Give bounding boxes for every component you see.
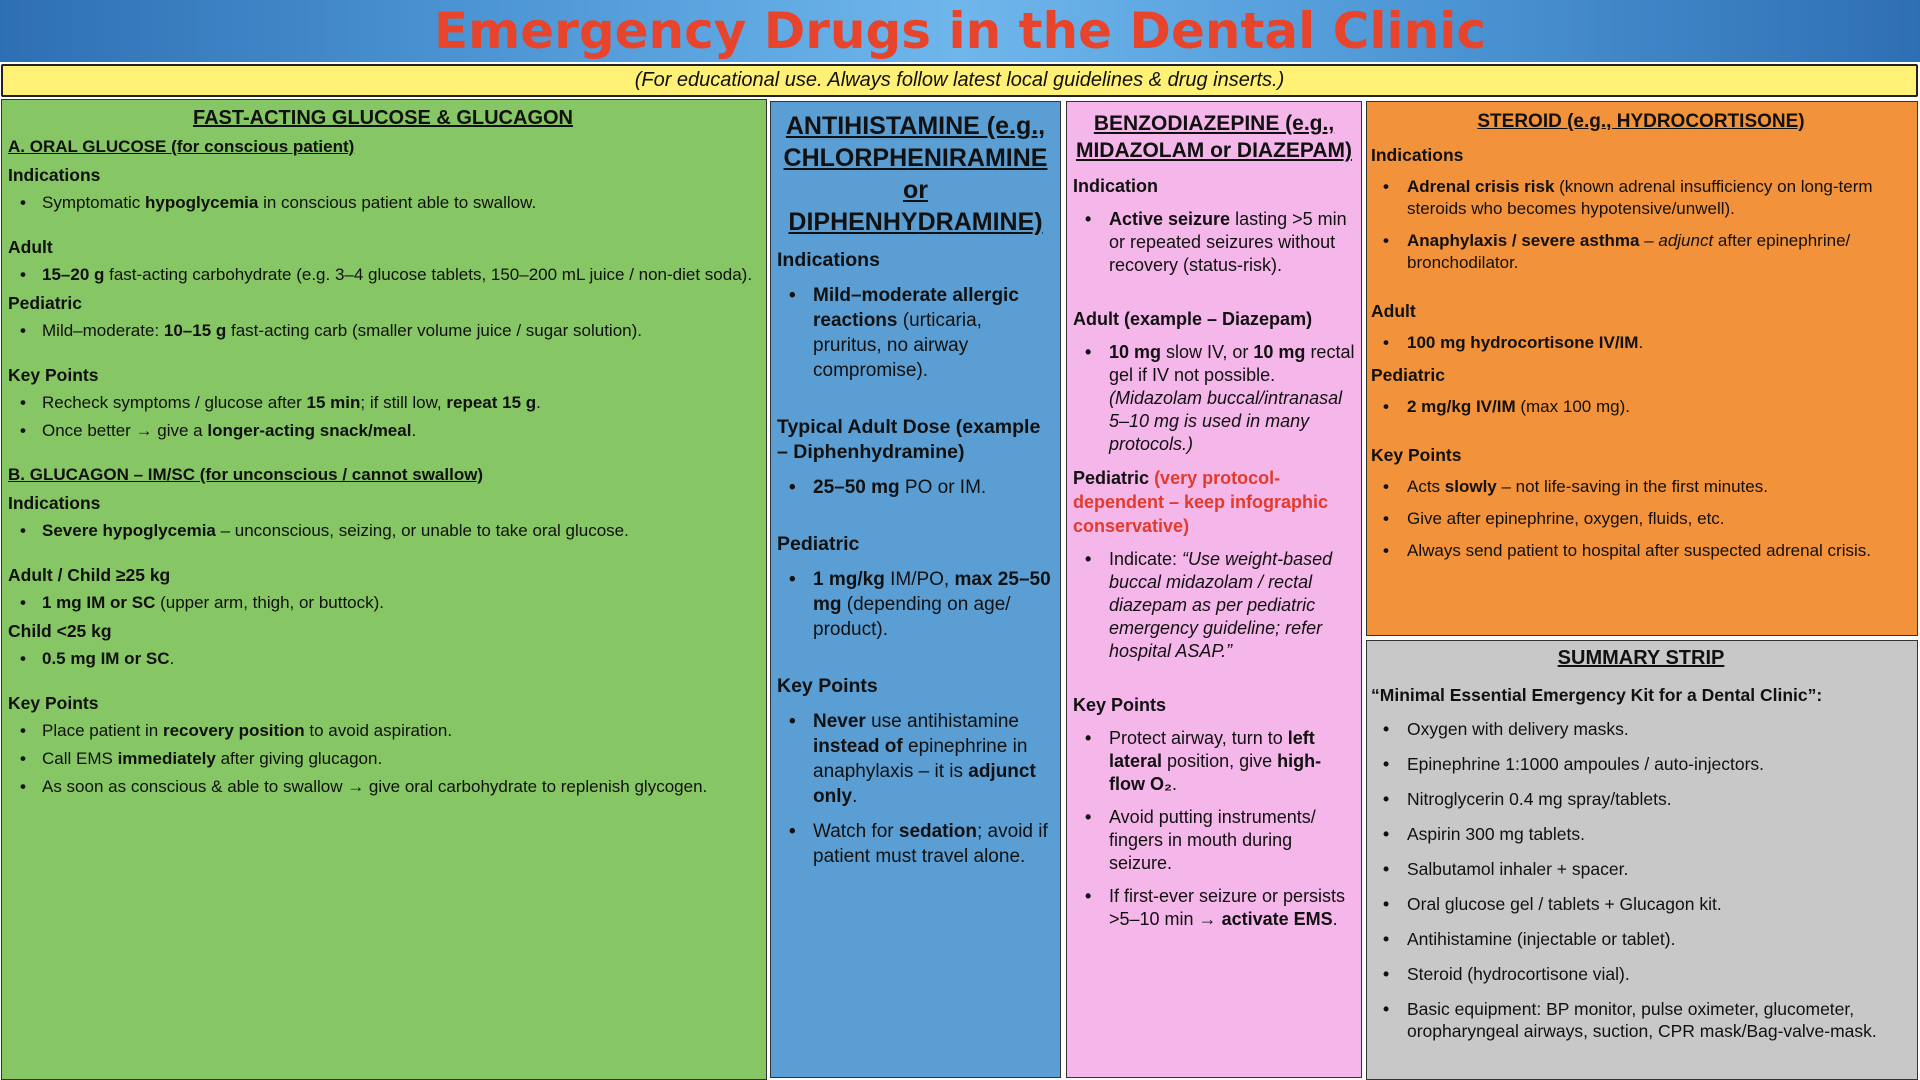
list-item: • Mild–moderate allergic reactions (urticaria, pruritus, no airway compromise). xyxy=(777,283,1054,383)
list-item: • Mild–moderate: 10–15 g fast-acting carb (smaller volume juice / sugar solution). xyxy=(8,320,758,342)
list-item: • Call EMS immediately after giving glucagon. xyxy=(8,748,758,770)
steroid-pediatric-list xyxy=(1371,396,1911,418)
antihistamine-dose-list xyxy=(777,475,1054,500)
list-item: • 1 mg IM or SC (upper arm, thigh, or buttock). xyxy=(8,592,758,614)
list-item: • 25–50 mg PO or IM. xyxy=(777,475,1054,500)
benzo-adult-heading: Adult (example – Diazepam) xyxy=(1073,309,1313,329)
glucagon-adult-heading: Adult / Child ≥25 kg xyxy=(8,565,171,585)
glucagon-child-list xyxy=(8,648,758,670)
steroid-panel xyxy=(1366,101,1918,636)
oral-pediatric-list xyxy=(8,320,758,342)
list-item: • Anaphylaxis / severe asthma – adjunct after epinephrine/ bronchodilator. xyxy=(1371,230,1911,274)
list-item: • Acts slowly – not life-saving in the first minutes. xyxy=(1371,476,1911,498)
benzodiazepine-panel xyxy=(1066,101,1362,1078)
steroid-keypoints-list xyxy=(1371,476,1911,562)
antihistamine-pediatric-list xyxy=(777,567,1054,642)
antihistamine-panel xyxy=(770,101,1061,1078)
antihistamine-indications-heading: Indications xyxy=(777,249,880,271)
list-item: • Antihistamine (injectable or tablet). xyxy=(1371,928,1911,950)
list-item: • Salbutamol inhaler + spacer. xyxy=(1371,858,1911,880)
oral-adult-heading: Adult xyxy=(8,237,53,257)
list-item: • Always send patient to hospital after suspected adrenal crisis. xyxy=(1371,540,1911,562)
list-item: • Once better → give a longer-acting snack/meal. xyxy=(8,420,758,442)
summary-lead: “Minimal Essential Emergency Kit for a Dental Clinic”: xyxy=(1371,685,1823,705)
list-item: • Basic equipment: BP monitor, pulse oximeter, glucometer, oropharyngeal airways, suction, CPR mask/Bag-valve-mask. xyxy=(1371,998,1911,1042)
list-item: • Aspirin 300 mg tablets. xyxy=(1371,823,1911,845)
glucose-panel-title: FAST-ACTING GLUCOSE & GLUCAGON xyxy=(193,107,573,129)
oral-indications-heading: Indications xyxy=(8,165,101,185)
oral-glucose-subtitle: A. ORAL GLUCOSE (for conscious patient) xyxy=(8,137,355,156)
list-item: • Watch for sedation; avoid if patient must travel alone. xyxy=(777,819,1054,869)
antihistamine-keypoints-heading: Key Points xyxy=(777,675,878,697)
glucagon-subtitle: B. GLUCAGON – IM/SC (for unconscious / cannot swallow) xyxy=(8,465,484,484)
oral-keypoints-list xyxy=(8,392,758,442)
list-item: • Active seizure lasting >5 min or repeated seizures without recovery (status-risk). xyxy=(1073,208,1355,277)
disclaimer-text: (For educational use. Always follow latest local guidelines & drug inserts.) xyxy=(634,69,1285,91)
glucagon-indications-list xyxy=(8,520,758,542)
steroid-pediatric-heading: Pediatric xyxy=(1371,365,1445,385)
benzo-pediatric-warning: (very protocol-dependent – keep infographic conservative) xyxy=(1073,468,1329,536)
title-banner xyxy=(0,0,1920,62)
glucagon-keypoints-heading: Key Points xyxy=(8,693,99,713)
list-item: • Steroid (hydrocortisone vial). xyxy=(1371,963,1911,985)
steroid-keypoints-heading: Key Points xyxy=(1371,445,1462,465)
summary-panel-title: SUMMARY STRIP xyxy=(1557,647,1725,669)
benzodiazepine-panel-title: BENZODIAZEPINE (e.g., MIDAZOLAM or DIAZEPAM) xyxy=(1075,112,1353,162)
disclaimer-bar xyxy=(1,64,1918,97)
glucagon-keypoints-list xyxy=(8,720,758,798)
antihistamine-indications-list xyxy=(777,283,1054,383)
list-item: • 100 mg hydrocortisone IV/IM. xyxy=(1371,332,1911,354)
steroid-panel-title: STEROID (e.g., HYDROCORTISONE) xyxy=(1477,111,1805,132)
steroid-indications-heading: Indications xyxy=(1371,145,1464,165)
page-title: Emergency Drugs in the Dental Clinic xyxy=(434,2,1486,60)
list-item: • Give after epinephrine, oxygen, fluids, etc. xyxy=(1371,508,1911,530)
benzo-keypoints-list xyxy=(1073,727,1355,931)
list-item: • Recheck symptoms / glucose after 15 min; if still low, repeat 15 g. xyxy=(8,392,758,414)
glucagon-adult-list xyxy=(8,592,758,614)
list-item: • 10 mg slow IV, or 10 mg rectal gel if IV not possible. (Midazolam buccal/intranasal 5–10 mg is used in many protocols.) xyxy=(1073,341,1355,456)
list-item: • Place patient in recovery position to avoid aspiration. xyxy=(8,720,758,742)
oral-pediatric-heading: Pediatric xyxy=(8,293,82,313)
oral-keypoints-heading: Key Points xyxy=(8,365,99,385)
glucagon-child-heading: Child <25 kg xyxy=(8,621,112,641)
antihistamine-pediatric-heading: Pediatric xyxy=(777,533,860,555)
list-item: • 15–20 g fast-acting carbohydrate (e.g. 3–4 glucose tablets, 150–200 mL juice / non-diet soda). xyxy=(8,264,758,286)
summary-kit-list xyxy=(1371,718,1911,1042)
summary-panel xyxy=(1366,640,1918,1080)
steroid-indications-list xyxy=(1371,176,1911,274)
list-item: • Indicate: “Use weight-based buccal midazolam / rectal diazepam as per pediatric emergency guideline; refer hospital ASAP.” xyxy=(1073,548,1355,663)
oral-adult-list xyxy=(8,264,758,286)
list-item: • Avoid putting instruments/ fingers in mouth during seizure. xyxy=(1073,806,1355,875)
list-item: • 0.5 mg IM or SC. xyxy=(8,648,758,670)
benzo-adult-list xyxy=(1073,341,1355,456)
list-item: • If first-ever seizure or persists >5–10 min → activate EMS. xyxy=(1073,885,1355,931)
antihistamine-panel-title: ANTIHISTAMINE (e.g., CHLORPHENIRAMINE or DIPHENHYDRAMINE) xyxy=(783,112,1048,236)
list-item: • Severe hypoglycemia – unconscious, seizing, or unable to take oral glucose. xyxy=(8,520,758,542)
list-item: • Nitroglycerin 0.4 mg spray/tablets. xyxy=(1371,788,1911,810)
list-item: • Epinephrine 1:1000 ampoules / auto-injectors. xyxy=(1371,753,1911,775)
oral-indications-list xyxy=(8,192,758,214)
list-item: • Oxygen with delivery masks. xyxy=(1371,718,1911,740)
list-item: • Symptomatic hypoglycemia in conscious patient able to swallow. xyxy=(8,192,758,214)
list-item: • As soon as conscious & able to swallow → give oral carbohydrate to replenish glycogen. xyxy=(8,776,758,798)
benzo-pediatric-heading: Pediatric (very protocol-dependent – keep infographic conservative) xyxy=(1073,468,1329,536)
steroid-adult-list xyxy=(1371,332,1911,354)
steroid-adult-heading: Adult xyxy=(1371,301,1416,321)
antihistamine-keypoints-list xyxy=(777,709,1054,869)
list-item: • 2 mg/kg IV/IM (max 100 mg). xyxy=(1371,396,1911,418)
benzo-indication-list xyxy=(1073,208,1355,277)
benzo-pediatric-list xyxy=(1073,548,1355,663)
antihistamine-dose-heading: Typical Adult Dose (example – Diphenhydramine) xyxy=(777,416,1041,463)
list-item: • Oral glucose gel / tablets + Glucagon kit. xyxy=(1371,893,1911,915)
list-item: • Never use antihistamine instead of epinephrine in anaphylaxis – it is adjunct only. xyxy=(777,709,1054,809)
list-item: • Protect airway, turn to left lateral position, give high-flow O₂. xyxy=(1073,727,1355,796)
glucagon-indications-heading: Indications xyxy=(8,493,101,513)
benzo-indication-heading: Indication xyxy=(1073,176,1158,196)
benzo-keypoints-heading: Key Points xyxy=(1073,695,1167,715)
glucose-glucagon-panel xyxy=(1,99,767,1080)
list-item: • 1 mg/kg IM/PO, max 25–50 mg (depending on age/ product). xyxy=(777,567,1054,642)
list-item: • Adrenal crisis risk (known adrenal insufficiency on long-term steroids who becomes hypotensive/unwell). xyxy=(1371,176,1911,220)
